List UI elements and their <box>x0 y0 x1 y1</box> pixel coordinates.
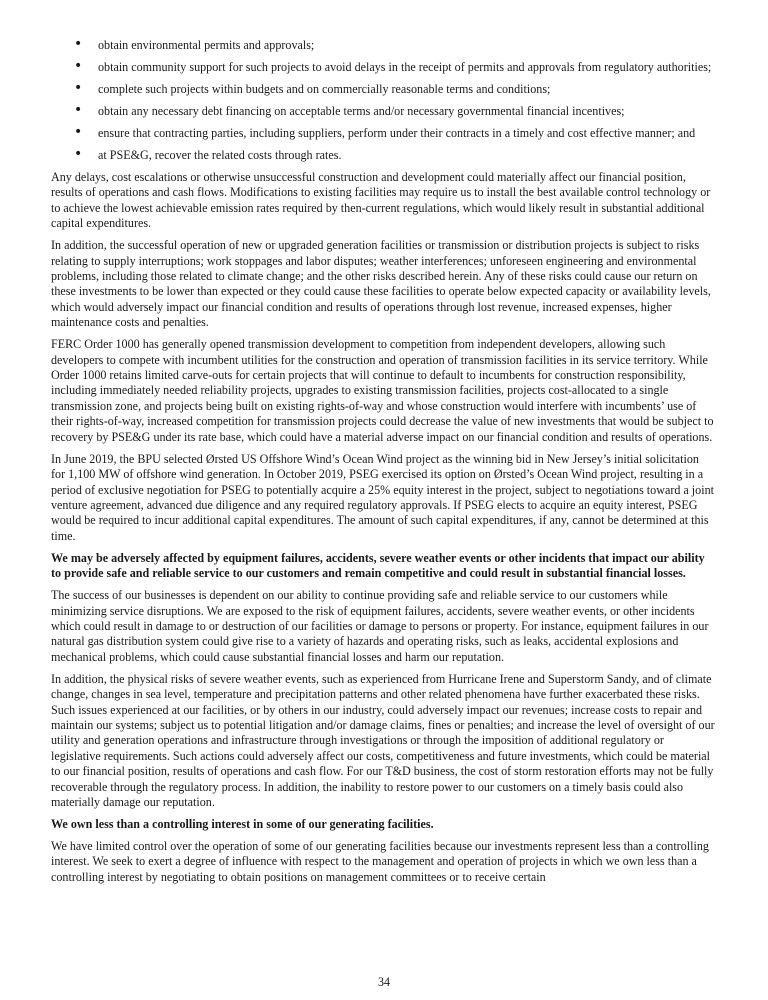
bullet-icon: • <box>74 146 83 162</box>
bullet-item: • at PSE&G, recover the related costs through rates. <box>74 146 342 162</box>
bullet-list <box>51 38 716 163</box>
section-heading-controlling-interest: We own less than a controlling interest in some of our generating facilities. <box>51 817 434 831</box>
bullet-icon: • <box>74 36 83 52</box>
paragraph-ferc-order-1000: FERC Order 1000 has generally opened transmission development to competition from independent developers, allowing such developers to compete with incumbent utilities for the construction and operation of transmission facilities in its service territory. While Order 1000 retains limited carve-outs for certain projects that will continue to default to incumbents for construction responsibility, including immediately needed reliability projects, upgrades to existing transmission facilities, projects cost-allocated to a single transmission zone, and projects being built on existing rights-of-way and whose construction would interfere with incumbents’ use of their rights-of-way, increased competition for transmission projects could decrease the value of new investments that would be subject to recovery by PSE&G under its rate base, which could have a material adverse impact on our financial condition and results of operations. <box>51 337 714 444</box>
bullet-item: • obtain any necessary debt financing on acceptable terms and/or necessary governmental financial incentives; <box>74 102 625 118</box>
bullet-icon: • <box>74 102 83 118</box>
page-number: 34 <box>377 975 391 989</box>
bullet-icon: • <box>74 58 83 74</box>
bullet-item: • obtain community support for such projects to avoid delays in the receipt of permits and approvals from regulatory authorities; <box>74 58 712 74</box>
bullet-icon: • <box>74 80 83 96</box>
bullet-item: • ensure that contracting parties, including suppliers, perform under their contracts in a timely and cost effective manner; and <box>74 124 696 140</box>
paragraph-construction-delays: Any delays, cost escalations or otherwise unsuccessful construction and development could materially affect our financial position, results of operations and cash flows. Modifications to existing facilities may require us to install the best available control technology or to achieve the lowest achievable emission rates required by then-current regulations, which would likely result in substantial additional capital expenditures. <box>51 170 711 231</box>
paragraph-operation-risks: In addition, the successful operation of new or upgraded generation facilities or transmission or distribution projects is subject to risks relating to supply interruptions; work stoppages and labor disputes; weather interferences; unforeseen engineering and environmental problems, including those related to climate change; and the other risks described herein. Any of these risks could cause our return on these investments to be lower than expected or they could cause these facilities to operate below expected capacity or availability levels, which would adversely impact our financial condition and results of operations through lost revenue, increased expenses, higher maintenance costs and penalties. <box>51 238 711 330</box>
section-heading-equipment-failures: We may be adversely affected by equipment failures, accidents, severe weather events or other incidents that impact our ability to provide safe and reliable service to our customers and remain competitive and could result in substantial financial losses. <box>51 550 705 581</box>
bullet-item: • complete such projects within budgets and on commercially reasonable terms and conditions; <box>74 80 551 96</box>
document-page <box>51 38 716 892</box>
bullet-item: • obtain environmental permits and approvals; <box>74 36 315 52</box>
paragraph-service-reliability: The success of our businesses is dependent on our ability to continue providing safe and reliable service to our customers while minimizing service disruptions. We are exposed to the risk of equipment failures, accidents, severe weather events, or other incidents which could result in damage to or destruction of our facilities or damage to persons or property. For instance, equipment failures in our natural gas distribution system could give rise to a variety of hazards and operating risks, such as leaks, accidental explosions and mechanical problems, which could cause substantial financial losses and harm our reputation. <box>51 588 709 664</box>
paragraph-limited-control: We have limited control over the operation of some of our generating facilities because our investments represent less than a controlling interest. We seek to exert a degree of influence with respect to the management and operation of projects in which we own less than a controlling interest by negotiating to obtain positions on management committees or to receive certain <box>51 839 709 884</box>
paragraph-severe-weather: In addition, the physical risks of severe weather events, such as experienced from Hurricane Irene and Superstorm Sandy, and of climate change, changes in sea level, temperature and precipitation patterns and other related phenomena have further exacerbated these risks. Such issues experienced at our facilities, or by others in our industry, could adversely impact our revenues; increase costs to repair and maintain our systems; subject us to potential litigation and/or damage claims, fines or penalties; and increase the level of oversight of our utility and generation operations and infrastructure through investigations or through the imposition of additional regulatory or legislative requirements. Such actions could adversely affect our costs, competitiveness and future investments, which could be material to our financial position, results of operations and cash flow. For our T&D business, the cost of storm restoration efforts may not be fully recoverable through the regulatory process. In addition, the inability to restore power to our customers on a timely basis could also materially damage our reputation. <box>51 671 715 809</box>
paragraph-ocean-wind: In June 2019, the BPU selected Ørsted US Offshore Wind’s Ocean Wind project as the winning bid in New Jersey’s initial solicitation for 1,100 MW of offshore wind generation. In October 2019, PSEG exercised its option on Ørsted’s Ocean Wind project, resulting in a period of exclusive negotiation for PSEG to potentially acquire a 25% equity interest in the project, subject to negotiations toward a joint venture agreement, advanced due diligence and any required regulatory approvals. If PSEG elects to acquire an equity interest, PSEG would be required to incur additional capital expenditures. The amount of such capital expenditures, if any, cannot be determined at this time. <box>51 451 714 543</box>
bullet-icon: • <box>74 124 83 140</box>
